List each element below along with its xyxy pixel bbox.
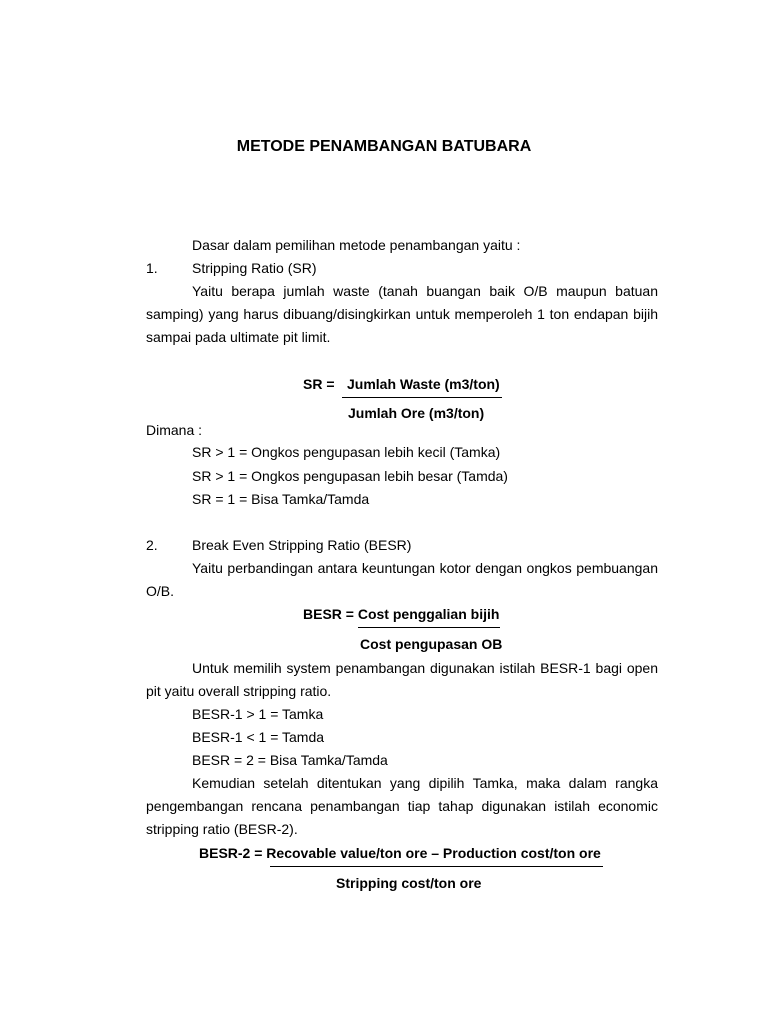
sr-condition-1: SR > 1 = Ongkos pengupasan lebih kecil (Tamka) bbox=[192, 444, 501, 460]
section-2-paragraph-line-2: O/B. bbox=[146, 583, 175, 599]
section-2-paragraph-2-line-1: Untuk memilih system penambangan digunakan istilah BESR-1 bagi open bbox=[192, 660, 658, 676]
section-1-paragraph-line-1: Yaitu berapa jumlah waste (tanah buangan baik O/B maupun batuan bbox=[192, 283, 658, 299]
page-title: METODE PENAMBANGAN BATUBARA bbox=[236, 138, 532, 155]
intro-text: Dasar dalam pemilihan metode penambangan yaitu : bbox=[192, 237, 521, 253]
section-2-paragraph-3-line-2: pengembangan rencana penambangan tiap tahap digunakan istilah economic bbox=[146, 798, 658, 814]
besr-formula-numerator: BESR = Cost penggalian bijih bbox=[303, 606, 500, 622]
besr2-formula-numerator: BESR-2 = Recovable value/ton ore – Production cost/ton ore bbox=[199, 845, 601, 861]
section-2-number: 2. bbox=[146, 537, 158, 553]
section-1-paragraph-line-2: samping) yang harus dibuang/disingkirkan untuk memperoleh 1 ton endapan bijih bbox=[146, 306, 658, 322]
besr2-formula-denominator: Stripping cost/ton ore bbox=[336, 875, 482, 891]
besr-condition-1: BESR-1 > 1 = Tamka bbox=[192, 706, 324, 722]
sr-fraction-bar bbox=[342, 397, 502, 398]
section-1-paragraph-line-3: sampai pada ultimate pit limit. bbox=[146, 329, 331, 345]
sr-formula-denominator: Jumlah Ore (m3/ton) bbox=[348, 405, 485, 421]
besr-condition-2: BESR-1 < 1 = Tamda bbox=[192, 729, 325, 745]
section-1-heading: Stripping Ratio (SR) bbox=[192, 260, 317, 276]
sr-condition-3: SR = 1 = Bisa Tamka/Tamda bbox=[192, 491, 370, 507]
section-2-paragraph-3-line-1: Kemudian setelah ditentukan yang dipilih Tamka, maka dalam rangka bbox=[192, 775, 658, 791]
section-1-number: 1. bbox=[146, 260, 158, 276]
section-2-paragraph-2-line-2: pit yaitu overall stripping ratio. bbox=[146, 683, 332, 699]
sr-formula-lhs: SR = bbox=[303, 376, 335, 392]
section-2-paragraph-line-1: Yaitu perbandingan antara keuntungan kotor dengan ongkos pembuangan bbox=[192, 560, 658, 576]
dimana-label: Dimana : bbox=[146, 422, 203, 438]
besr2-fraction-bar bbox=[270, 866, 603, 867]
section-2-heading: Break Even Stripping Ratio (BESR) bbox=[192, 537, 412, 553]
sr-condition-2: SR > 1 = Ongkos pengupasan lebih besar (Tamda) bbox=[192, 468, 508, 484]
besr-fraction-bar bbox=[358, 627, 500, 628]
besr-formula-denominator: Cost pengupasan OB bbox=[360, 636, 503, 652]
section-2-paragraph-3-line-3: stripping ratio (BESR-2). bbox=[146, 821, 298, 837]
besr-condition-3: BESR = 2 = Bisa Tamka/Tamda bbox=[192, 752, 388, 768]
sr-formula-numerator: Jumlah Waste (m3/ton) bbox=[347, 376, 500, 392]
